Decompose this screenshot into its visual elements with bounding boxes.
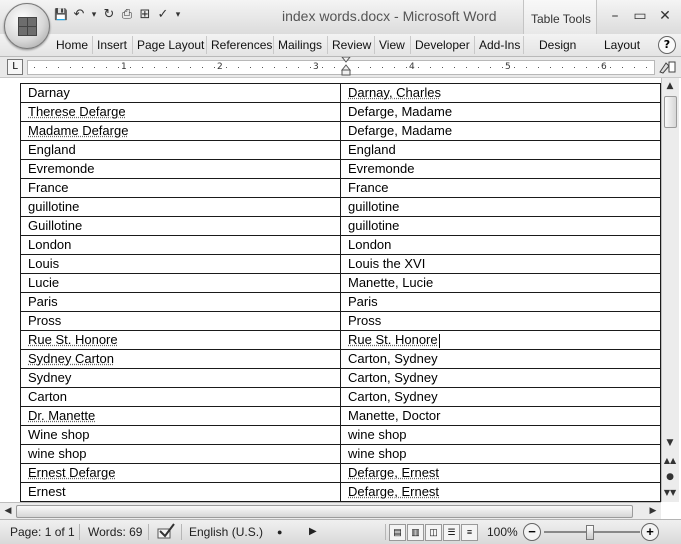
index-entry-cell[interactable] — [21, 388, 341, 407]
document-area[interactable] — [0, 78, 661, 502]
cell-text: Louis the XVI — [348, 256, 426, 271]
indent-marker-icon[interactable] — [341, 57, 351, 76]
ruler-tick — [190, 67, 191, 68]
index-term-cell[interactable] — [341, 464, 661, 483]
index-term-cell[interactable] — [341, 141, 661, 160]
ruler-tick — [646, 67, 647, 68]
cell-text: Rue St. Honore — [28, 332, 118, 347]
cell-text: Paris — [28, 294, 58, 309]
ruler-tick — [142, 67, 143, 68]
cell-text: Carton, Sydney — [348, 389, 438, 404]
table-row — [21, 122, 661, 141]
ruler-tick — [178, 67, 179, 68]
print-layout-view-icon[interactable]: ▤ — [389, 524, 406, 541]
index-entry-cell[interactable] — [21, 198, 341, 217]
ruler-tick — [394, 67, 395, 68]
ruler-tick — [370, 67, 371, 68]
status-arrow-icon[interactable]: ▶ — [309, 526, 317, 537]
cell-text: Defarge, Madame — [348, 123, 453, 138]
web-layout-view-icon[interactable]: ◫ — [425, 524, 442, 541]
table-row — [21, 217, 661, 236]
ruler-number: 3 — [313, 62, 319, 72]
cell-text: Darnay — [28, 85, 70, 100]
ruler-tick — [598, 67, 599, 68]
tab-selector-button[interactable]: L — [7, 59, 23, 75]
cell-text: Paris — [348, 294, 378, 309]
help-icon[interactable]: ? — [658, 36, 676, 54]
table-tools-group — [523, 0, 597, 34]
ruler-tick — [310, 67, 311, 68]
scroll-up-icon[interactable]: ▲ — [666, 81, 674, 91]
previous-page-icon[interactable]: ▲▲ — [663, 456, 677, 465]
index-term-cell[interactable] — [341, 331, 661, 350]
vertical-scrollbar[interactable] — [661, 78, 679, 502]
index-entry-cell[interactable] — [21, 255, 341, 274]
status-bar — [0, 519, 681, 544]
cell-text: Sydney — [28, 370, 72, 385]
proofing-icon[interactable] — [157, 523, 175, 542]
table-row — [21, 312, 661, 331]
index-entry-cell[interactable] — [21, 407, 341, 426]
language-indicator[interactable]: English (U.S.) — [189, 525, 264, 539]
ruler-tick — [46, 67, 47, 68]
ruler-tick — [562, 67, 563, 68]
ruler-tick — [214, 67, 215, 68]
table-row — [21, 350, 661, 369]
index-term-cell[interactable] — [341, 103, 661, 122]
office-logo-icon — [18, 17, 36, 35]
cell-text: Lucie — [28, 275, 60, 290]
ruler-tick — [286, 67, 287, 68]
table-row — [21, 160, 661, 179]
ruler-number: 5 — [505, 62, 511, 72]
cell-text: London — [348, 237, 392, 252]
ruler-tick — [70, 67, 71, 68]
index-entry-cell[interactable] — [21, 293, 341, 312]
minimize-button[interactable]: – — [611, 8, 619, 24]
cell-text: London — [28, 237, 72, 252]
ruler-tick — [514, 67, 515, 68]
cell-text: Manette, Doctor — [348, 408, 441, 423]
ruler-tick — [466, 67, 467, 68]
cell-text: France — [28, 180, 69, 195]
index-entry-cell[interactable] — [21, 426, 341, 445]
cell-text: guillotine — [348, 199, 400, 214]
index-entry-cell[interactable] — [21, 217, 341, 236]
table-row — [21, 407, 661, 426]
ruler-tick — [118, 67, 119, 68]
index-entry-cell[interactable] — [21, 179, 341, 198]
table-row — [21, 331, 661, 350]
next-page-icon[interactable]: ▼▼ — [663, 488, 677, 497]
ruler-tick — [634, 67, 635, 68]
ruler-tick — [298, 67, 299, 68]
ruler-tick — [430, 67, 431, 68]
ruler-tick — [166, 67, 167, 68]
cell-text: Manette, Lucie — [348, 275, 434, 290]
quick-access-toolbar — [54, 8, 182, 22]
table-row — [21, 445, 661, 464]
ruler-tick — [610, 67, 611, 68]
text-cursor — [439, 334, 440, 348]
undo-icon[interactable]: ↶ — [73, 7, 85, 22]
spelling-icon[interactable]: ✓ — [157, 7, 169, 22]
cell-text: England — [28, 142, 76, 157]
cell-text: Defarge, Madame — [348, 104, 453, 119]
ruler-tick — [334, 67, 335, 68]
index-entry-cell[interactable] — [21, 160, 341, 179]
window-title: index words.docx - Microsoft Word — [282, 8, 497, 24]
index-term-cell[interactable] — [341, 84, 661, 103]
ruler-tick — [550, 67, 551, 68]
index-entry-cell[interactable] — [21, 236, 341, 255]
macro-record-icon[interactable]: ● — [277, 527, 283, 537]
cell-text: France — [348, 180, 389, 195]
table-row — [21, 255, 661, 274]
title-bar — [0, 0, 681, 35]
horizontal-scrollbar[interactable] — [0, 502, 661, 519]
customize-toolbar-icon[interactable]: ▾ — [175, 10, 181, 20]
cell-text: Wine shop — [28, 427, 90, 442]
ruler-tick — [154, 67, 155, 68]
cell-text: wine shop — [348, 446, 407, 461]
table-row — [21, 274, 661, 293]
cell-text: Louis — [28, 256, 60, 271]
cell-text: England — [348, 142, 396, 157]
cell-text: Ernest Defarge — [28, 465, 116, 480]
tab-home[interactable]: Home — [56, 38, 89, 52]
table-row — [21, 426, 661, 445]
table-row — [21, 84, 661, 103]
word-count[interactable]: Words: 69 — [88, 525, 143, 539]
close-button[interactable]: ✕ — [659, 8, 671, 24]
ruler-tick — [250, 67, 251, 68]
cell-text: Carton — [28, 389, 68, 404]
table-row — [21, 179, 661, 198]
table-row — [21, 236, 661, 255]
zoom-out-icon[interactable]: − — [523, 523, 541, 541]
zoom-level[interactable]: 100% — [487, 525, 518, 539]
tab-page-layout[interactable]: Page Layout — [137, 38, 205, 52]
index-entry-cell[interactable] — [21, 312, 341, 331]
index-term-cell[interactable] — [341, 483, 661, 502]
save-icon[interactable]: 💾 — [54, 8, 68, 21]
page-count[interactable]: Page: 1 of 1 — [10, 525, 75, 539]
zoom-slider-thumb[interactable] — [586, 525, 594, 540]
cell-text: guillotine — [348, 218, 400, 233]
cell-text: Dr. Manette — [28, 408, 96, 423]
ruler-tick — [574, 67, 575, 68]
ruler-number: 4 — [409, 62, 415, 72]
ruler-tick — [130, 67, 131, 68]
cell-text: Guillotine — [28, 218, 83, 233]
index-term-cell[interactable] — [341, 369, 661, 388]
cell-text: Carton, Sydney — [348, 351, 438, 366]
index-entry-cell[interactable] — [21, 464, 341, 483]
index-term-cell[interactable] — [341, 160, 661, 179]
scroll-left-icon[interactable]: ◀ — [4, 506, 12, 516]
print-icon[interactable]: ⎙ — [121, 7, 133, 22]
ruler-tick — [502, 67, 503, 68]
ruler-number: 1 — [121, 62, 127, 72]
tab-design[interactable]: Design — [539, 38, 577, 52]
table-row — [21, 464, 661, 483]
table-row — [21, 141, 661, 160]
index-term-cell[interactable] — [341, 350, 661, 369]
cell-text: Sydney Carton — [28, 351, 114, 366]
redo-icon[interactable]: ↻ — [103, 7, 115, 22]
table-row — [21, 103, 661, 122]
cell-text: guillotine — [28, 199, 80, 214]
tab-review[interactable]: Review — [332, 38, 372, 52]
cell-text: Madame Defarge — [28, 123, 129, 138]
cell-text: Evremonde — [348, 161, 415, 176]
ruler-tick — [478, 67, 479, 68]
table-row — [21, 293, 661, 312]
ruler-number: 6 — [601, 62, 607, 72]
ruler-tick — [454, 67, 455, 68]
tab-references[interactable]: References — [211, 38, 273, 52]
undo-dropdown-icon[interactable]: ▾ — [91, 10, 97, 20]
tab-insert[interactable]: Insert — [97, 38, 128, 52]
table-row — [21, 483, 661, 502]
index-table[interactable] — [20, 83, 661, 502]
ruler-tick — [226, 67, 227, 68]
index-term-cell[interactable] — [341, 293, 661, 312]
cell-text: wine shop — [348, 427, 407, 442]
ruler-number: 2 — [217, 62, 223, 72]
zoom-in-icon[interactable]: + — [641, 523, 659, 541]
cell-text: Defarge, Ernest — [348, 465, 440, 480]
index-entry-cell[interactable] — [21, 103, 341, 122]
ruler-tick — [622, 67, 623, 68]
cell-text: Evremonde — [28, 161, 95, 176]
ruler-bar — [0, 57, 681, 78]
index-term-cell[interactable] — [341, 198, 661, 217]
index-entry-cell[interactable] — [21, 84, 341, 103]
index-term-cell[interactable] — [341, 274, 661, 293]
ruler-tick — [262, 67, 263, 68]
scroll-down-icon[interactable]: ▼ — [666, 438, 674, 448]
index-term-cell[interactable] — [341, 445, 661, 464]
ruler-tick — [34, 67, 35, 68]
table-row — [21, 369, 661, 388]
index-entry-cell[interactable] — [21, 369, 341, 388]
tab-view[interactable]: View — [379, 38, 405, 52]
table-icon[interactable]: ⊞ — [139, 7, 151, 22]
table-tools-label: Table Tools — [531, 12, 591, 26]
ruler-tick — [418, 67, 419, 68]
cell-text: Rue St. Honore — [348, 332, 438, 347]
cell-text: Pross — [28, 313, 62, 328]
index-term-cell[interactable] — [341, 312, 661, 331]
ruler-tick — [94, 67, 95, 68]
ruler-tick — [382, 67, 383, 68]
ruler-tick — [274, 67, 275, 68]
index-term-cell[interactable] — [341, 388, 661, 407]
ribbon-tabs — [0, 34, 681, 57]
draft-view-icon[interactable]: ≡ — [461, 524, 478, 541]
ruler-tick — [586, 67, 587, 68]
ruler-tick — [58, 67, 59, 68]
restore-button[interactable]: ▭ — [633, 8, 647, 24]
scroll-right-icon[interactable]: ▶ — [649, 506, 657, 516]
horizontal-scroll-thumb[interactable] — [16, 505, 633, 518]
view-ruler-icon[interactable] — [657, 60, 677, 74]
ruler-tick — [238, 67, 239, 68]
cell-text: Carton, Sydney — [348, 370, 438, 385]
vertical-scroll-thumb[interactable] — [664, 96, 677, 128]
cell-text: Pross — [348, 313, 382, 328]
index-term-cell[interactable] — [341, 426, 661, 445]
select-browse-object-icon[interactable]: ● — [666, 472, 674, 482]
index-term-cell[interactable] — [341, 122, 661, 141]
index-entry-cell[interactable] — [21, 274, 341, 293]
index-entry-cell[interactable] — [21, 483, 341, 502]
ruler-tick — [406, 67, 407, 68]
full-screen-reading-view-icon[interactable]: ▥ — [407, 524, 424, 541]
cell-text: Therese Defarge — [28, 104, 126, 119]
index-entry-cell[interactable] — [21, 122, 341, 141]
tab-developer[interactable]: Developer — [415, 38, 470, 52]
ruler-tick — [202, 67, 203, 68]
index-term-cell[interactable] — [341, 255, 661, 274]
index-term-cell[interactable] — [341, 407, 661, 426]
index-term-cell[interactable] — [341, 236, 661, 255]
cell-text: Defarge, Ernest — [348, 484, 440, 499]
index-entry-cell[interactable] — [21, 141, 341, 160]
index-entry-cell[interactable] — [21, 331, 341, 350]
outline-view-icon[interactable]: ☰ — [443, 524, 460, 541]
table-row — [21, 198, 661, 217]
tab-mailings[interactable]: Mailings — [278, 38, 323, 52]
ruler-tick — [322, 67, 323, 68]
cell-text: Darnay, Charles — [348, 85, 441, 100]
ruler-tick — [106, 67, 107, 68]
tab-layout[interactable]: Layout — [604, 38, 641, 52]
index-term-cell[interactable] — [341, 217, 661, 236]
ruler-tick — [490, 67, 491, 68]
index-entry-cell[interactable] — [21, 350, 341, 369]
cell-text: wine shop — [28, 446, 87, 461]
index-entry-cell[interactable] — [21, 445, 341, 464]
index-term-cell[interactable] — [341, 179, 661, 198]
ruler-tick — [358, 67, 359, 68]
cell-text: Ernest — [28, 484, 66, 499]
ruler-tick — [526, 67, 527, 68]
ruler-tick — [82, 67, 83, 68]
ruler-tick — [538, 67, 539, 68]
tab-add-ins[interactable]: Add-Ins — [479, 38, 521, 52]
office-button[interactable] — [4, 3, 50, 49]
table-row — [21, 388, 661, 407]
ruler-tick — [442, 67, 443, 68]
